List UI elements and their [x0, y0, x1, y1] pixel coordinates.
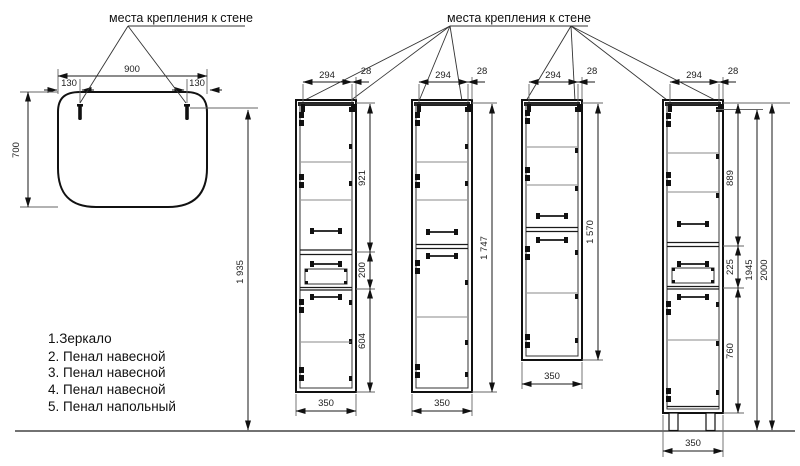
width-label: 350: [434, 398, 450, 409]
total-height-label: 1 747: [479, 236, 490, 260]
cabinet-2-height-dimension: [472, 103, 497, 392]
mirror-inset-left-dimension: [44, 78, 94, 90]
legend-item-4: 4. Пенал навесной: [48, 382, 166, 397]
cabinet-2-top-dimensions: [419, 66, 487, 102]
mount-span-label: 294: [435, 70, 451, 81]
mirror-inset-right-dimension: [172, 78, 222, 90]
mount-pin-icon: [417, 104, 421, 112]
cabinet-4-drawing: [663, 66, 790, 457]
edge-offset-label: 28: [360, 66, 372, 77]
wall-mount-label-left: места крепления к стене: [109, 11, 253, 25]
edge-offset-label: 28: [476, 66, 488, 77]
cabinet-3-width-dimension: [522, 362, 582, 389]
mirror-inset-right-label: 130: [189, 78, 205, 89]
cabinet-3-top-dimensions: [529, 66, 597, 102]
mount-span-label: 294: [319, 70, 335, 81]
mount-pin-icon: [668, 104, 672, 112]
drawer-height-label: 225: [725, 259, 736, 275]
wall-mount-callout-left: [80, 11, 253, 103]
legend-item-3: 3. Пенал навесной: [48, 365, 166, 380]
cabinet-2-width-dimension: [412, 394, 472, 416]
cabinet-3-drawing: [522, 66, 603, 389]
edge-offset-label: 28: [586, 66, 598, 77]
width-label: 350: [544, 371, 560, 382]
drawer-height-label: 200: [357, 262, 368, 278]
mount-span-label: 294: [686, 70, 702, 81]
cabinet-4-top-dimensions: [670, 66, 738, 102]
mirror-width-label: 900: [124, 64, 140, 75]
mirror-mount-height-label: 1 935: [235, 260, 246, 284]
lower-height-label: 760: [725, 343, 736, 359]
legend-item-5: 5. Пенал напольный: [48, 399, 176, 414]
cabinet-2-drawing: [412, 66, 497, 416]
mirror-inset-left-label: 130: [61, 78, 77, 89]
wall-mount-callout-right: [303, 11, 715, 101]
cabinet-3-height-dimension: [582, 103, 603, 360]
cabinet-1-section-dimensions: [356, 103, 375, 392]
wall-mount-label-right: места крепления к стене: [447, 11, 591, 25]
mount-span-label: 294: [545, 70, 561, 81]
upper-height-label: 921: [357, 170, 368, 186]
mount-pin-icon: [301, 104, 305, 112]
cabinet-4-section-dimensions: [716, 103, 790, 430]
legend-list: [48, 331, 176, 414]
body-height-label: 1945: [744, 259, 755, 281]
legend-item-1: 1.Зеркало: [48, 331, 112, 346]
upper-height-label: 889: [725, 170, 736, 186]
cabinet-1-drawing: [296, 66, 375, 416]
width-label: 350: [318, 398, 334, 409]
cabinet-legs: [669, 413, 715, 431]
total-height-label: 1 570: [585, 220, 596, 244]
legend-item-2: 2. Пенал навесной: [48, 349, 166, 364]
mirror-height-label: 700: [11, 142, 22, 158]
lower-height-label: 604: [357, 333, 368, 349]
mirror-height-dimension: [11, 92, 58, 207]
cabinet-1-width-dimension: [296, 394, 356, 416]
width-label: 350: [685, 438, 701, 449]
edge-offset-label: 28: [727, 66, 739, 77]
total-height-label: 2000: [759, 259, 770, 281]
